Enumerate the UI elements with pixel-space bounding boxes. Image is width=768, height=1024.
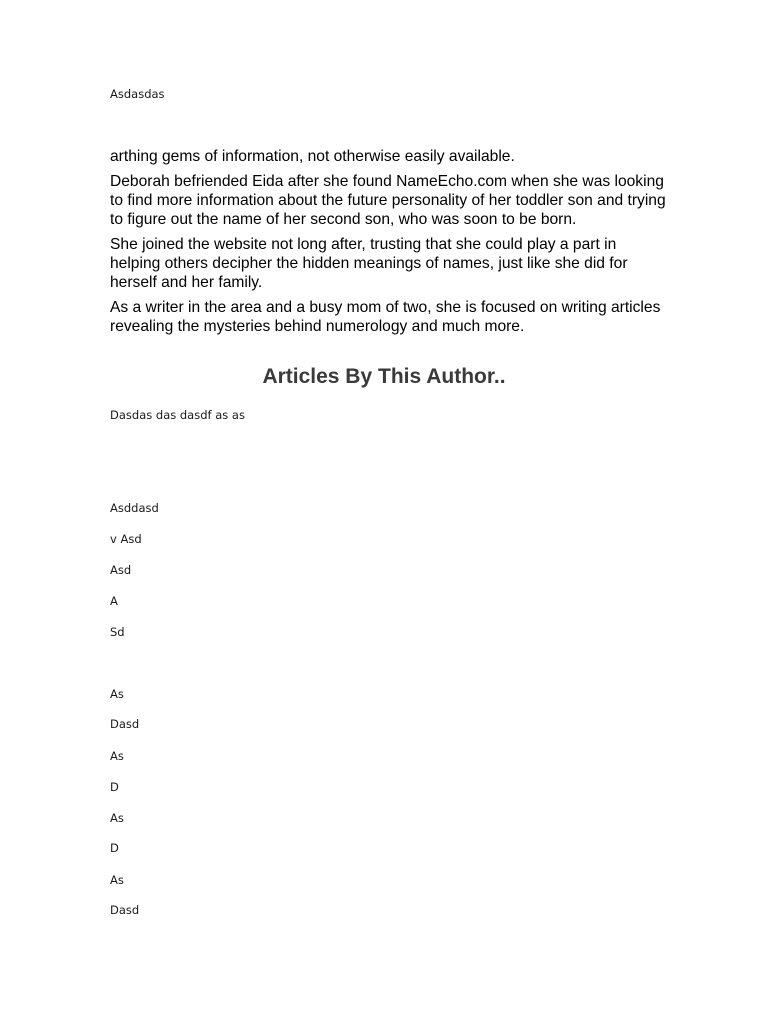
articles-heading: Articles By This Author.. xyxy=(262,365,506,388)
list-item: As xyxy=(110,687,124,701)
bio-paragraph-1: arthing gems of information, not otherwise easily available. xyxy=(110,148,515,165)
list-item: A xyxy=(110,594,118,608)
list-item: Sd xyxy=(110,625,125,639)
bio-paragraph-3: She joined the website not long after, trusting that she could play a part in helping others decipher the hidden meanings of names, just like she did for herself and her family. xyxy=(110,236,628,291)
bio-paragraph-2: Deborah befriended Eida after she found NameEcho.com when she was looking to find more information about the future personality of her toddler son and trying to figure out the name of her second son, who was soon to be born. xyxy=(110,173,666,228)
list-item: D xyxy=(110,841,119,855)
subline: Dasdas das dasdf as as xyxy=(110,408,245,422)
bio-paragraph-4: As a writer in the area and a busy mom of two, she is focused on writing articles revealing the mysteries behind numerology and much more. xyxy=(110,299,661,335)
list-item: Asddasd xyxy=(110,501,159,515)
list-item: Dasd xyxy=(110,903,140,917)
list-item: As xyxy=(110,873,124,887)
list-item: v Asd xyxy=(110,532,142,546)
list-item: As xyxy=(110,749,124,763)
list-item: Asd xyxy=(110,563,132,577)
list-item: D xyxy=(110,780,119,794)
list-item: As xyxy=(110,811,124,825)
top-label: Asdasdas xyxy=(110,87,165,101)
author-bio xyxy=(110,147,670,342)
list-item: Dasd xyxy=(110,717,140,731)
